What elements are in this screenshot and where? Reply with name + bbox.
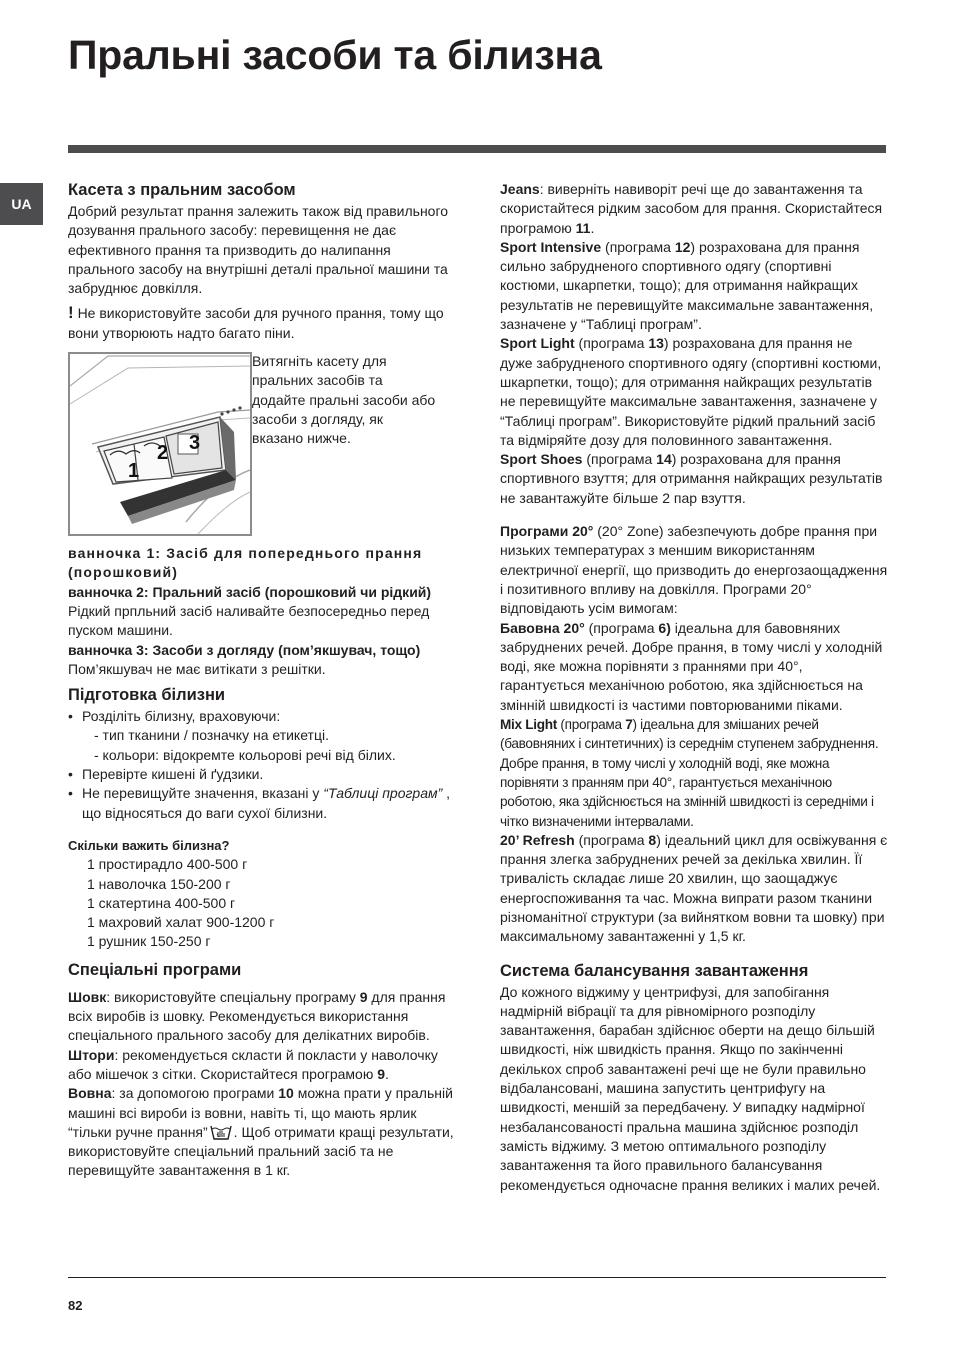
page-title: Пральні засоби та білизна [68,32,602,78]
paragraph-text: ) розрахована для прання сильно забрудненого спортивного одягу (спортивні костюми, шкарпетки, тощо); для отримання найкращих результатів не перевищуйте максимальне завантаження, зазначене у “Таблиці програм”. [500,238,874,333]
footer-rule [68,1277,886,1278]
paragraph-text: (програма [582,451,657,468]
paragraph-text: : за допомогою програми [111,1085,279,1102]
prep-subitem: - тип тканини / позначку на етикетці. [94,727,329,744]
program-number: 12 [674,238,691,255]
silk-paragraph [68,988,460,1046]
prep-subitem: - кольори: відокремте кольорові речі від білих. [94,746,396,763]
program-number: 9 [377,1065,386,1082]
tray-number-1: 1 [128,460,140,483]
paragraph-text: (20° Zone) забезпечують добре прання при низьких температурах з меншим використанням електричної енергії, що призводить до енергозаощадження і позитивного впливу на довкілля. Програми 20° відповідають усім вимогам: [500,523,888,617]
refresh-label: 20’ Refresh [500,831,575,848]
prep-item-text: Не перевищуйте значення, вказані у [82,785,324,802]
paragraph-text: : використовуйте спеціальну програму [106,988,360,1005]
balance-text: До кожного віджиму у центрифузі, для запобігання надмірній вібрації та для рівномірного розподілу завантаження, барабан здійснює оберти на дещо більшій швидкості, ніж швидкість прання. Якщо по закінченні декількох спроб завантажені речі ще не були правильно відбалансовані, машина запустить центрифугу на швидкості, меншій за передбачену. У випадку надмірної незбалансованості пральна машина здійснює розподіл замість віджиму. З метою оптимального розподілу завантаження та його правильного балансування рекомендується одночасне прання великих і малих речей. [500,983,881,1193]
prep-heading: Підготовка білизни [68,686,226,705]
paragraph-text: (програма [556,717,626,733]
paragraph-text: ) ідеальна для змішаних речей (бавовняних і синтетичних) із середнім ступенем забруднення. Добре прання, в тому числі у холодній воді, яке можна порівняти з пранням при 40°, гарантується механічною роботою, яка здійснюється на змінній швидкості із середніми і чітко визначеними інтервалами. [500,717,879,829]
cassette-intro: Добрий результат прання залежить також від правильного дозування прального засобу: перевищення не дає ефективного прання та призводить до налипання прального засобу на внутрішні деталі пральної машини та забруднює довкілля. [68,203,449,297]
list-item: 1 скатертина 400-500 г [87,894,236,911]
refresh-paragraph [500,831,888,947]
programs-20-label: Програми 20° [500,523,594,540]
paragraph-text: (програма [584,619,659,636]
list-item [68,784,460,823]
cotton-20-paragraph [500,619,888,715]
detergent-drawer-illustration [68,352,252,536]
weight-question: Скільки важить білизна? [68,837,230,853]
silk-label: Шовк [68,988,107,1005]
tray3-text: Пом’якшувач не має витікати з решітки. [68,660,326,677]
paragraph-text: ідеальна для бавовняних забруднених речей. Добре прання, в тому числі у холодній воді, яке можна порівняти з праннями при 40°, гарантується механічною роботою, яка здійснюється на змінній швидкості із частими повторюваними піками. [500,619,883,713]
cassette-heading: Касета з пральним засобом [68,181,296,199]
program-number: 6) [658,619,671,636]
tray2-label: ванночка 2: Пральний засіб (порошковий чи рідкий) [68,583,432,600]
page-number: 82 [68,1298,83,1313]
paragraph-text: . [385,1065,389,1082]
left-column [68,180,460,1181]
tray3-label: ванночка 3: Засоби з догляду (пом’якшувач, тощо) [68,641,421,658]
paragraph-text: (програма [574,831,649,848]
program-number: 9 [359,988,368,1005]
mix-light-paragraph [500,715,888,831]
weights-list [68,855,460,951]
language-tab: UA [0,183,43,225]
sport-intensive-paragraph [500,238,888,334]
title-rule [68,145,886,153]
programs-20-paragraph [500,522,888,618]
paragraph-text: . [590,219,595,236]
cotton-20-label: Бавовна 20° [500,619,585,636]
paragraph-text: . Щоб отримати кращі результати, використовуйте спеціальний пральний засіб та не перевищуйте завантаження в 1 кг. [68,1123,454,1179]
tray1-label: ванночка 1: Засіб для попереднього прання (порошковий) [68,545,423,581]
prep-item-text: Розділіть білизну, враховуючи: [82,708,281,725]
paragraph-text: для прання всіх виробів із шовку. Рекомендується використання спеціального прального засобу для делікатних виробів. [68,988,446,1044]
sport-shoes-label: Sport Shoes [500,451,583,468]
balance-heading: Система балансування завантаження [500,961,809,980]
program-table-ref: “Таблиці програм” [323,785,443,802]
list-item: • Перевірте кишені й ґудзики. [68,765,460,784]
special-heading: Спеціальні програми [68,960,242,979]
handwash-icon [210,1123,232,1141]
paragraph-text: ) розрахована для прання спортивного взуття; для отримання найкращих результатів не завантажуйте більше 2 пар взуття. [500,451,883,506]
sport-light-label: Sport Light [500,335,575,352]
prep-list [68,707,460,823]
program-number: 8 [648,831,657,848]
paragraph-text: ) розрахована для прання не дуже забрудненого спортивного одягу (спортивні костюми, шкарпетки, тощо); для отримання найкращих результатів не перевищуйте максимальне завантаження, зазначене у “Таблиці програм”. Використовуйте рідкий пральний засіб та відміряйте дозу для половинного завантаження. [500,335,882,448]
program-number: 7 [625,717,633,733]
tray2-text: Рідкий прпльний засіб наливайте безпосередньо перед пуском машини. [68,602,430,639]
paragraph-text: : рекомендується скласти й покласти у наволочку або мішечок з сітки. Скористайтеся програмою [68,1046,438,1082]
list-item: 1 махровий халат 900-1200 г [87,914,275,931]
program-number: 14 [656,451,672,468]
figure-caption: Витягніть касету для пральних засобів та додайте пральні засоби або засоби з догляду, як вказано нижче. [252,353,436,447]
paragraph-text: ) ідеальний цикл для освіжування є прання злегка забруднених речей за декілька хвилин. Її тривалість складає лише 20 хвилин, що заощаджує енергоспоживання та час. Можна випрати разом тканини різноманітної структури (за вийнятком вовни та шовку) при максимальному завантаженні у 1,5 кг. [500,831,888,945]
tray-number-2: 2 [157,442,169,465]
sport-light-paragraph [500,334,888,450]
wool-paragraph [68,1084,460,1180]
paragraph-text: : виверніть навиворіт речі ще до завантаження та скористайтеся рідким засобом для прання. Скористайтеся програмою [500,181,883,236]
tray-number-3: 3 [189,432,201,455]
curtains-paragraph [68,1046,460,1085]
program-number: 11 [575,219,591,236]
list-item: 1 рушник 150-250 г [87,933,211,950]
list-item [68,707,460,765]
paragraph-text: (програма [601,238,675,255]
list-item: 1 наволочка 150-200 г [87,875,231,892]
mix-light-label: Mix Light [500,717,557,733]
program-number: 10 [278,1085,294,1102]
right-column [500,180,888,1195]
curtains-label: Штори [68,1046,115,1063]
prep-item-text: , що відносяться до ваги сухої білизни. [82,785,451,821]
sport-shoes-paragraph [500,450,888,508]
list-item: 1 простирадло 400-500 г [87,856,248,873]
warning-note [68,303,460,343]
jeans-paragraph [500,180,888,238]
warning-text: Не використовуйте засоби для ручного прання, тому що вони утворюють надто багато піни. [68,305,444,341]
paragraph-text: (програма [574,335,649,352]
warning-icon: ! [68,303,74,323]
program-number: 13 [648,335,664,352]
jeans-label: Jeans [500,181,540,197]
cassette-figure-block [68,352,460,536]
sport-intensive-label: Sport Intensive [500,238,602,255]
paragraph-text: можна прати у пральній машині всі вироби із вовни, навіть ті, що мають ярлик “тільки ручне прання” [68,1085,453,1140]
wool-label: Вовна [68,1085,112,1102]
